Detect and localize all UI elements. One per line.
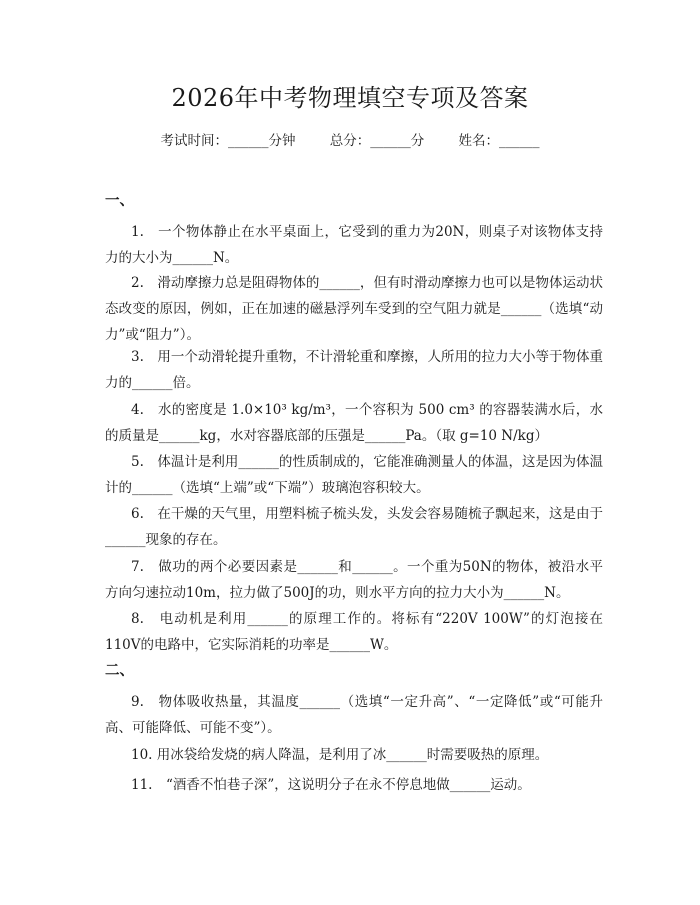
page-title: 2026年中考物理填空专项及答案	[171, 84, 529, 112]
question-9: 9. 物体吸收热量，其温度______（选填“一定升高”、“一定降低”或“可能升高、可能降低、可能不变”）。	[105, 694, 603, 736]
exam-info	[0, 130, 700, 152]
name-field: 姓名：______	[458, 133, 540, 149]
section-heading-1: 一、	[105, 192, 134, 209]
question-5: 5. 体温计是利用______的性质制成的，它能准确测量人的体温，这是因为体温计的______（选填“上端”或“下端”）玻璃泡容积较大。	[105, 454, 603, 496]
question-6: 6. 在干燥的天气里，用塑料梳子梳头发，头发会容易随梳子飘起来，这是由于______现象的存在。	[105, 506, 603, 548]
exam-time-field: 考试时间：______分钟	[160, 133, 296, 149]
question-7: 7. 做功的两个必要因素是______和______。一个重为50N的物体，被沿水平方向匀速拉动10m，拉力做了500J的功，则水平方向的拉力大小为______N。	[105, 559, 603, 601]
question-8: 8. 电动机是利用______的原理工作的。将标有“220V 100W”的灯泡接在110V的电路中，它实际消耗的功率是______W。	[105, 611, 603, 653]
question-3: 3. 用一个动滑轮提升重物，不计滑轮重和摩擦，人所用的拉力大小等于物体重力的______倍。	[105, 349, 603, 391]
total-score-field: 总分：______分	[329, 133, 425, 149]
section-heading-2: 二、	[105, 662, 134, 679]
question-4: 4. 水的密度是 1.0×10³ kg/m³，一个容积为 500 cm³ 的容器装满水后，水的质量是______kg，水对容器底部的压强是______Pa。（取 g=10 N/kg）	[105, 402, 603, 444]
question-2: 2. 滑动摩擦力总是阻碍物体的______，但有时滑动摩擦力也可以是物体运动状态改变的原因，例如，正在加速的磁悬浮列车受到的空气阻力就是______（选填“动力”或“阻力”）。	[105, 275, 603, 343]
question-10: 10. 用冰袋给发烧的病人降温，是利用了冰______时需要吸热的原理。	[131, 747, 549, 763]
question-1: 1. 一个物体静止在水平桌面上，它受到的重力为20N，则桌子对该物体支持力的大小为______N。	[105, 224, 603, 266]
question-11: 11. “酒香不怕巷子深”，这说明分子在永不停息地做______运动。	[131, 777, 531, 793]
